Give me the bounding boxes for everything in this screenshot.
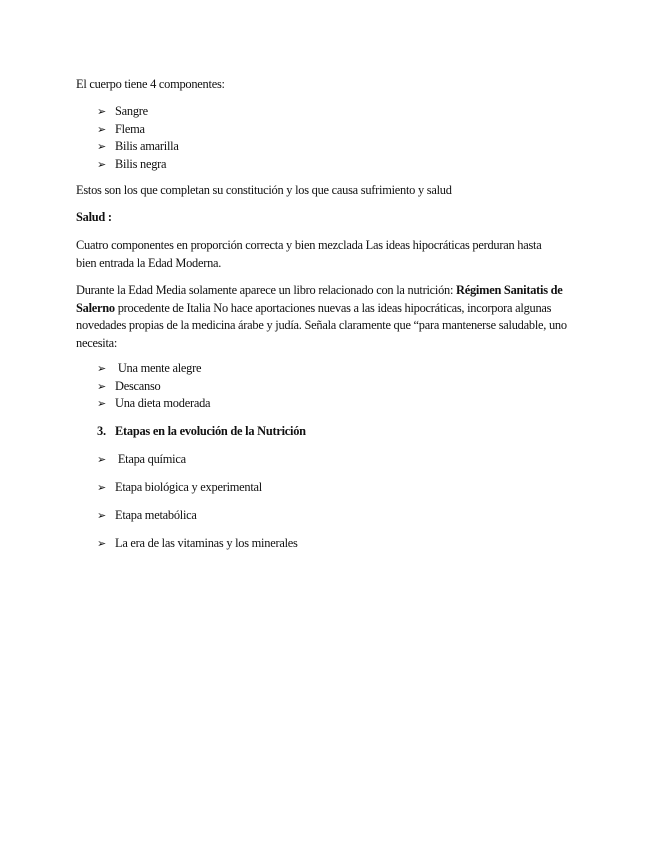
- arrow-bullet-icon: ➢: [97, 509, 106, 522]
- edad-media-paragraph: Durante la Edad Media solamente aparece un libro relacionado con la nutrición: Régimen Sanitatis de Salerno procedente de Italia No hace aportaciones nuevas a las ideas hipocráticas, incorpora algunas novedades propias de la medicina árabe y judía. Señala claramente que “para mantenerse saludable, uno necesita:: [76, 283, 567, 350]
- componentes-list: [97, 103, 179, 173]
- list-item: ➢ Bilis negra: [97, 156, 179, 174]
- book-title: Régimen Sanitatis de Salerno: [76, 283, 563, 315]
- list-item: ➢ Flema: [97, 121, 179, 139]
- arrow-bullet-icon: ➢: [97, 105, 106, 118]
- list-item: ➢ Etapa biológica y experimental: [97, 479, 262, 497]
- section-heading: 3. Etapas en la evolución de la Nutrición: [97, 424, 306, 438]
- arrow-bullet-icon: ➢: [97, 122, 106, 136]
- arrow-bullet-icon: ➢: [97, 397, 106, 410]
- arrow-bullet-icon: ➢: [97, 140, 106, 153]
- arrow-bullet-icon: ➢: [97, 379, 106, 393]
- necesidades-list: [97, 360, 210, 413]
- list-item: ➢ Sangre: [97, 103, 179, 121]
- list-item: ➢ Una dieta moderada: [97, 395, 210, 413]
- list-item: ➢ La era de las vitaminas y los minerales: [97, 535, 298, 553]
- list-item: ➢ Descanso: [97, 378, 210, 396]
- list-item: ➢ Bilis amarilla: [97, 138, 179, 156]
- intro-text: El cuerpo tiene 4 componentes:: [76, 77, 225, 91]
- arrow-bullet-icon: ➢: [97, 157, 106, 171]
- arrow-bullet-icon: ➢: [97, 453, 106, 466]
- salud-paragraph: Cuatro componentes en proporción correcta y bien mezclada Las ideas hipocráticas perduran hasta bien entrada la Edad Moderna.: [76, 238, 542, 270]
- arrow-bullet-icon: ➢: [97, 362, 106, 375]
- arrow-bullet-icon: ➢: [97, 481, 106, 494]
- arrow-bullet-icon: ➢: [97, 537, 106, 550]
- list-item: ➢ Etapa química: [97, 451, 186, 469]
- list-item: ➢ Etapa metabólica: [97, 507, 197, 525]
- list-item: ➢ Una mente alegre: [97, 360, 210, 378]
- constitucion-text: Estos son los que completan su constitución y los que causa sufrimiento y salud: [76, 183, 452, 197]
- salud-heading: Salud :: [76, 210, 112, 224]
